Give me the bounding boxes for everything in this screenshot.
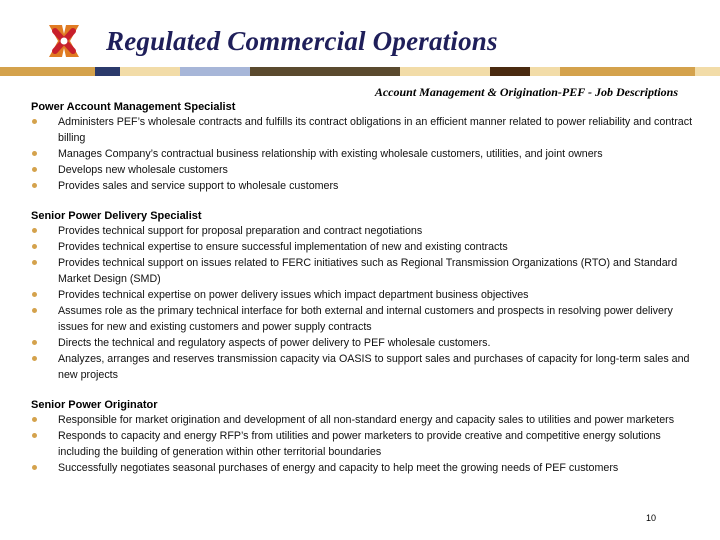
bullet-list xyxy=(31,412,701,476)
list-item: Directs the technical and regulatory aspects of power delivery to PEF wholesale customers. xyxy=(31,335,701,351)
section-title: Power Account Management Specialist xyxy=(31,101,236,113)
page-title: Regulated Commercial Operations xyxy=(106,26,498,56)
job-descriptions xyxy=(31,100,701,491)
list-item: Provides technical support on issues related to FERC initiatives such as Regional Transmission Organizations (RTO) and Standard Market Design (SMD) xyxy=(31,255,701,287)
bullet-list xyxy=(31,114,701,194)
section-title: Senior Power Delivery Specialist xyxy=(31,210,202,222)
page-number: 10 xyxy=(646,513,657,523)
band-segment xyxy=(490,67,530,76)
band-segment xyxy=(695,67,720,76)
list-item: Responsible for market origination and development of all non-standard energy and capacity sales to utilities and power marketers xyxy=(31,412,701,428)
section-title: Senior Power Originator xyxy=(31,399,158,411)
list-item: Provides technical expertise to ensure successful implementation of new and existing contracts xyxy=(31,239,701,255)
list-item: Administers PEF’s wholesale contracts and fulfills its contract obligations in an efficient manner related to power reliability and contract billing xyxy=(31,114,701,146)
list-item: Provides sales and service support to wholesale customers xyxy=(31,178,701,194)
band-segment xyxy=(530,67,560,76)
list-item: Analyzes, arranges and reserves transmission capacity via OASIS to support sales and purchases of capacity for long-term sales and new projects xyxy=(31,351,701,383)
list-item: Responds to capacity and energy RFP’s from utilities and power marketers to provide creative and competitive energy solutions including the building of generation within other territorial boundaries xyxy=(31,428,701,460)
band-segment xyxy=(250,67,400,76)
band-segment xyxy=(0,67,95,76)
band-segment xyxy=(120,67,180,76)
band-segment xyxy=(95,67,120,76)
list-item: Successfully negotiates seasonal purchases of energy and capacity to help meet the growing needs of PEF customers xyxy=(31,460,701,476)
list-item: Manages Company’s contractual business relationship with existing wholesale customers, utilities, and joint owners xyxy=(31,146,701,162)
band-segment xyxy=(560,67,695,76)
list-item: Provides technical expertise on power delivery issues which impact department business objectives xyxy=(31,287,701,303)
color-band xyxy=(0,67,720,76)
bullet-list xyxy=(31,223,701,383)
list-item: Assumes role as the primary technical interface for both external and internal customers and prospects in resolving power delivery issues for new and existing customers and power supply contracts xyxy=(31,303,701,335)
slide-subtitle: Account Management & Origination-PEF - Job Descriptions xyxy=(374,85,678,99)
band-segment xyxy=(180,67,250,76)
list-item: Develops new wholesale customers xyxy=(31,162,701,178)
band-segment xyxy=(400,67,490,76)
section-power-account-management-specialist xyxy=(31,100,701,194)
section-senior-power-delivery-specialist xyxy=(31,209,701,383)
company-logo-icon xyxy=(46,22,82,60)
list-item: Provides technical support for proposal preparation and contract negotiations xyxy=(31,223,701,239)
section-senior-power-originator xyxy=(31,398,701,476)
